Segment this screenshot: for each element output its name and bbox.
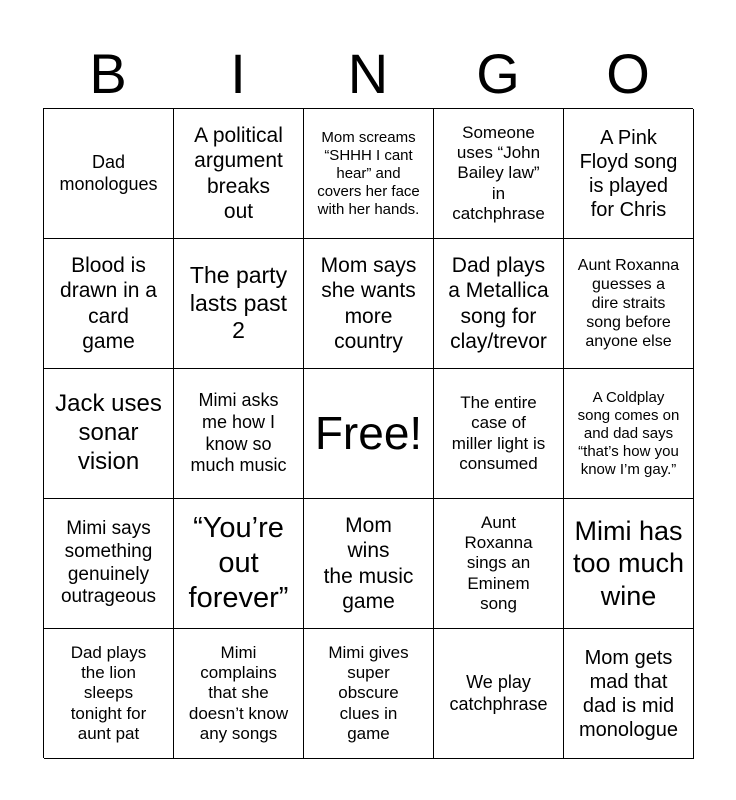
bingo-cell[interactable] [174, 239, 304, 369]
bingo-cell[interactable] [44, 109, 174, 239]
bingo-cell[interactable] [434, 369, 564, 499]
bingo-cell[interactable] [434, 499, 564, 629]
cell-text: Mimi gives super obscure clues in game [328, 642, 409, 744]
bingo-cell[interactable] [564, 629, 694, 759]
bingo-cell[interactable] [564, 109, 694, 239]
bingo-cell[interactable] [304, 499, 434, 629]
bingo-cell[interactable] [44, 369, 174, 499]
cell-text: Dad monologues [59, 151, 158, 194]
cell-text: Mimi complains that she doesn’t know any songs [188, 642, 289, 744]
cell-text: We play catchphrase [449, 671, 548, 714]
header-letter-n: N [347, 42, 389, 105]
cell-text: Aunt Roxanna guesses a dire straits song before anyone else [577, 256, 680, 351]
bingo-cell[interactable] [174, 369, 304, 499]
bingo-cell[interactable] [304, 239, 434, 369]
cell-text: A Pink Floyd song is played for Chris [579, 126, 678, 221]
cell-text: The entire case of miller light is consumed [451, 392, 546, 473]
bingo-cell[interactable] [564, 499, 694, 629]
bingo-cell[interactable] [44, 239, 174, 369]
bingo-cell[interactable] [564, 369, 694, 499]
cell-text: Mom gets mad that dad is mid monologue [579, 646, 678, 741]
bingo-cell[interactable] [44, 499, 174, 629]
cell-text: A Coldplay song comes on and dad says “that’s how you know I’m gay.” [577, 388, 680, 478]
cell-text: Mom wins the music game [323, 514, 414, 613]
bingo-header [43, 40, 693, 108]
header-letter-o: O [606, 42, 650, 105]
cell-text: Dad plays the lion sleeps tonight for aunt pat [70, 642, 147, 744]
bingo-cell[interactable] [174, 499, 304, 629]
cell-text: Jack uses sonar vision [55, 390, 162, 475]
header-letter-i: I [230, 42, 246, 105]
cell-text: Mom says she wants more country [320, 254, 417, 353]
bingo-board [43, 108, 693, 758]
cell-text: A political argument breaks out [194, 124, 283, 223]
cell-text: Dad plays a Metallica song for clay/trevor [448, 254, 549, 353]
cell-text: Mimi says something genuinely outrageous [60, 517, 157, 608]
bingo-cell[interactable] [434, 629, 564, 759]
cell-text: Mimi has too much wine [572, 515, 685, 611]
cell-text: “You’re out forever” [188, 512, 289, 614]
cell-text: The party lasts past 2 [189, 262, 288, 344]
free-space-text: Free! [314, 406, 423, 459]
bingo-cell[interactable] [304, 109, 434, 239]
bingo-cell[interactable] [434, 109, 564, 239]
bingo-cell[interactable] [174, 109, 304, 239]
bingo-cell[interactable] [564, 239, 694, 369]
header-letter-b: B [89, 42, 127, 105]
bingo-cell[interactable] [174, 629, 304, 759]
bingo-cell[interactable] [44, 629, 174, 759]
cell-text: Someone uses “John Bailey law” in catchphrase [452, 122, 545, 224]
cell-text: Mom screams “SHHH I cant hear” and covers her face with her hands. [317, 128, 420, 218]
cell-text: Blood is drawn in a card game [60, 254, 157, 353]
header-letter-g: G [476, 42, 520, 105]
bingo-cell[interactable] [304, 629, 434, 759]
cell-text: Mimi asks me how I know so much music [190, 390, 287, 476]
cell-text: Aunt Roxanna sings an Eminem song [464, 512, 533, 614]
bingo-cell[interactable] [434, 239, 564, 369]
free-space-cell[interactable] [304, 369, 434, 499]
